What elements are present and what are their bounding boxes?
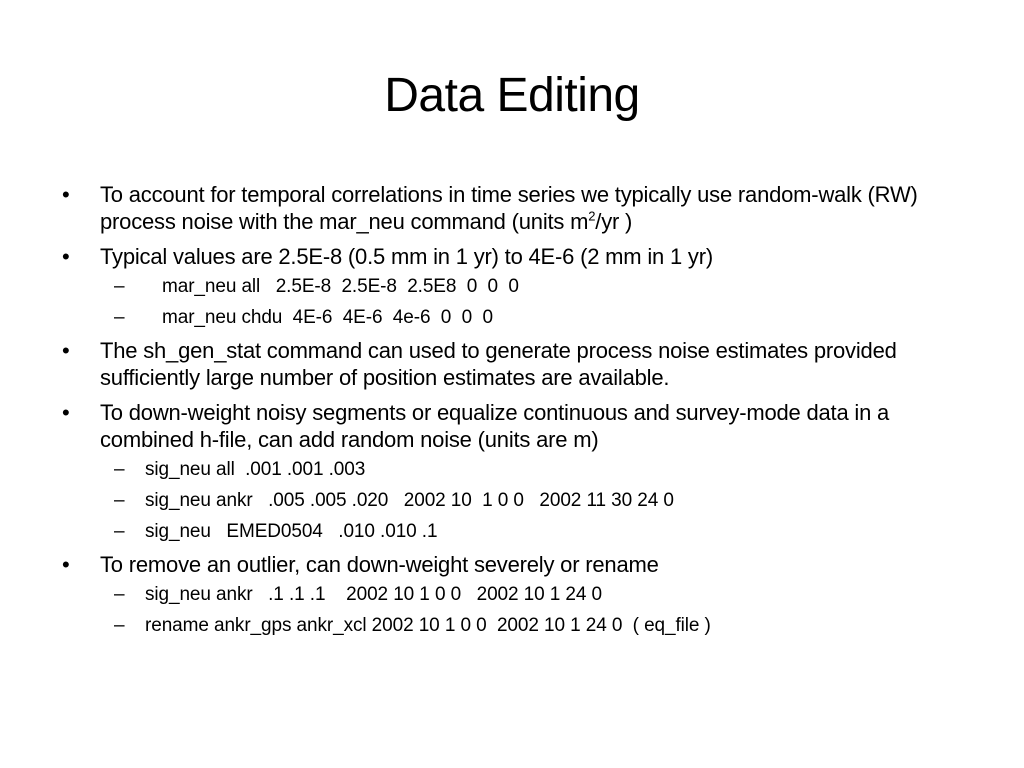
bullet-text: To down-weight noisy segments or equalize continuous and survey-mode data in a combined h-file, can add random noise (units are m) [100,400,890,452]
sub-bullet-item [62,306,962,330]
sub-bullet-item [62,489,962,513]
sub-bullet-text: sig_neu EMED0504 .010 .010 .1 [145,521,438,542]
bullet-text-tail: /yr ) [595,209,633,234]
dash-icon: – [114,615,125,636]
sub-bullet-item [62,614,962,638]
bullet-icon: • [62,552,70,577]
dash-icon: – [114,521,125,542]
sub-bullet-text: sig_neu ankr .005 .005 .020 2002 10 1 0 0 2002 11 30 24 0 [145,490,674,511]
sub-bullet-item [62,275,962,299]
bullet-item [62,551,962,578]
sub-bullet-text: sig_neu all .001 .001 .003 [145,459,366,480]
bullet-text: To remove an outlier, can down-weight severely or rename [100,552,659,577]
sub-bullet-item [62,583,962,607]
dash-icon: – [114,490,125,511]
sub-bullet-text: sig_neu ankr .1 .1 .1 2002 10 1 0 0 2002 10 1 24 0 [145,584,602,605]
bullet-item [62,181,962,235]
bullet-text: To account for temporal correlations in time series we typically use random-walk (RW) process noise with the mar_neu command (units m [100,182,918,234]
sub-bullet-item [62,520,962,544]
bullet-item [62,337,962,391]
sub-bullet-text: rename ankr_gps ankr_xcl 2002 10 1 0 0 2002 10 1 24 0 ( eq_file ) [145,615,711,636]
sub-bullet-item [62,458,962,482]
bullet-item [62,243,962,270]
dash-icon: – [114,307,125,328]
bullet-icon: • [62,244,70,269]
bullet-icon: • [62,400,70,425]
sub-bullet-text: mar_neu all 2.5E-8 2.5E-8 2.5E8 0 0 0 [162,276,519,297]
bullet-text: Typical values are 2.5E-8 (0.5 mm in 1 yr) to 4E-6 (2 mm in 1 yr) [100,244,713,269]
dash-icon: – [114,459,125,480]
bullet-text: The sh_gen_stat command can used to generate process noise estimates provided sufficiently large number of position estimates are available. [100,338,897,390]
sub-bullet-text: mar_neu chdu 4E-6 4E-6 4e-6 0 0 0 [162,307,493,328]
bullet-item [62,399,962,453]
slide-title: Data Editing [384,69,640,122]
bullet-icon: • [62,338,70,363]
superscript: 2 [588,208,596,224]
dash-icon: – [114,276,125,297]
slide-body [62,181,962,645]
dash-icon: – [114,584,125,605]
bullet-icon: • [62,182,70,207]
